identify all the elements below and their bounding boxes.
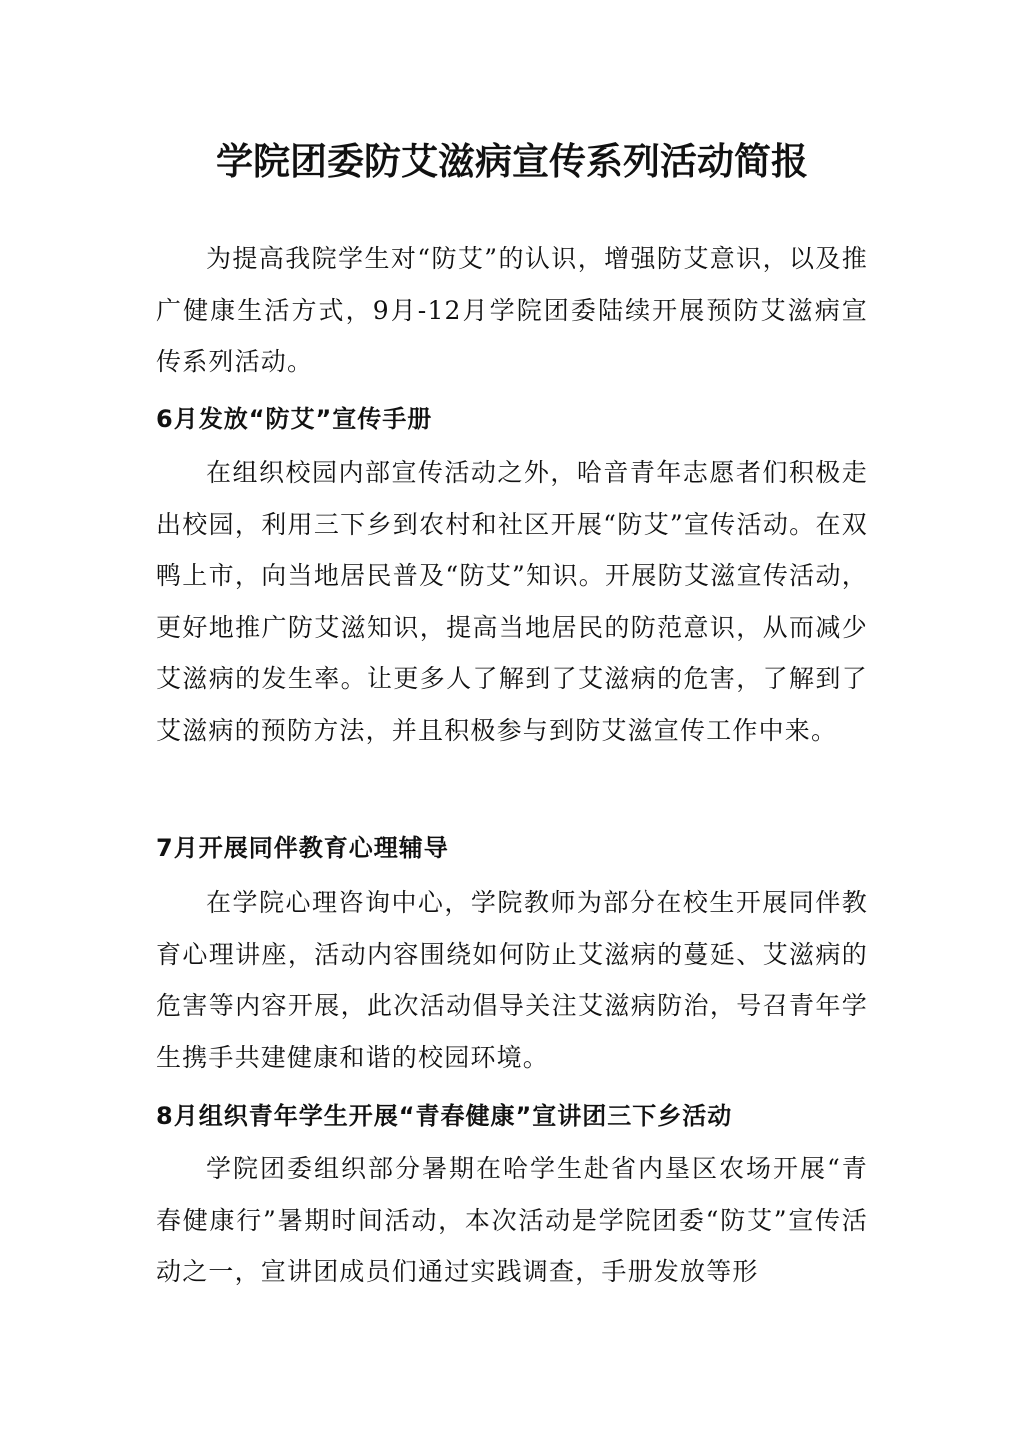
- section-body-july: 在学院心理咨询中心，学院教师为部分在校生开展同伴教育心理讲座，活动内容围绕如何防止艾滋病的蔓延、艾滋病的危害等内容开展，此次活动倡导关注艾滋病防治，号召青年学生携手共建健康和谐的校园环境。: [156, 888, 868, 1072]
- section-body-august: 学院团委组织部分暑期在哈学生赴省内垦区农场开展“青春健康行”暑期时间活动，本次活动是学院团委“防艾”宣传活动之一，宣讲团成员们通过实践调查，手册发放等形: [156, 1154, 868, 1286]
- section-heading-july: 7月开展同伴教育心理辅导: [156, 834, 449, 862]
- section-heading-june: 6月发放“防艾”宣传手册: [156, 405, 433, 433]
- document-title: 学院团委防艾滋病宣传系列活动简报: [216, 140, 808, 183]
- section-heading-august: 8月组织青年学生开展“青春健康”宣讲团三下乡活动: [156, 1102, 733, 1130]
- section-body-june: 在组织校园内部宣传活动之外，哈音青年志愿者们积极走出校园，利用三下乡到农村和社区开展“防艾”宣传活动。在双鸭上市，向当地居民普及“防艾”知识。开展防艾滋宣传活动，更好地推广防艾滋知识，提高当地居民的防范意识，从而减少艾滋病的发生率。让更多人了解到了艾滋病的危害，了解到了艾滋病的预防方法，并且积极参与到防艾滋宣传工作中来。: [156, 458, 868, 745]
- intro-paragraph: 为提高我院学生对“防艾”的认识，增强防艾意识，以及推广健康生活方式，9月-12月学院团委陆续开展预防艾滋病宣传系列活动。: [156, 244, 868, 376]
